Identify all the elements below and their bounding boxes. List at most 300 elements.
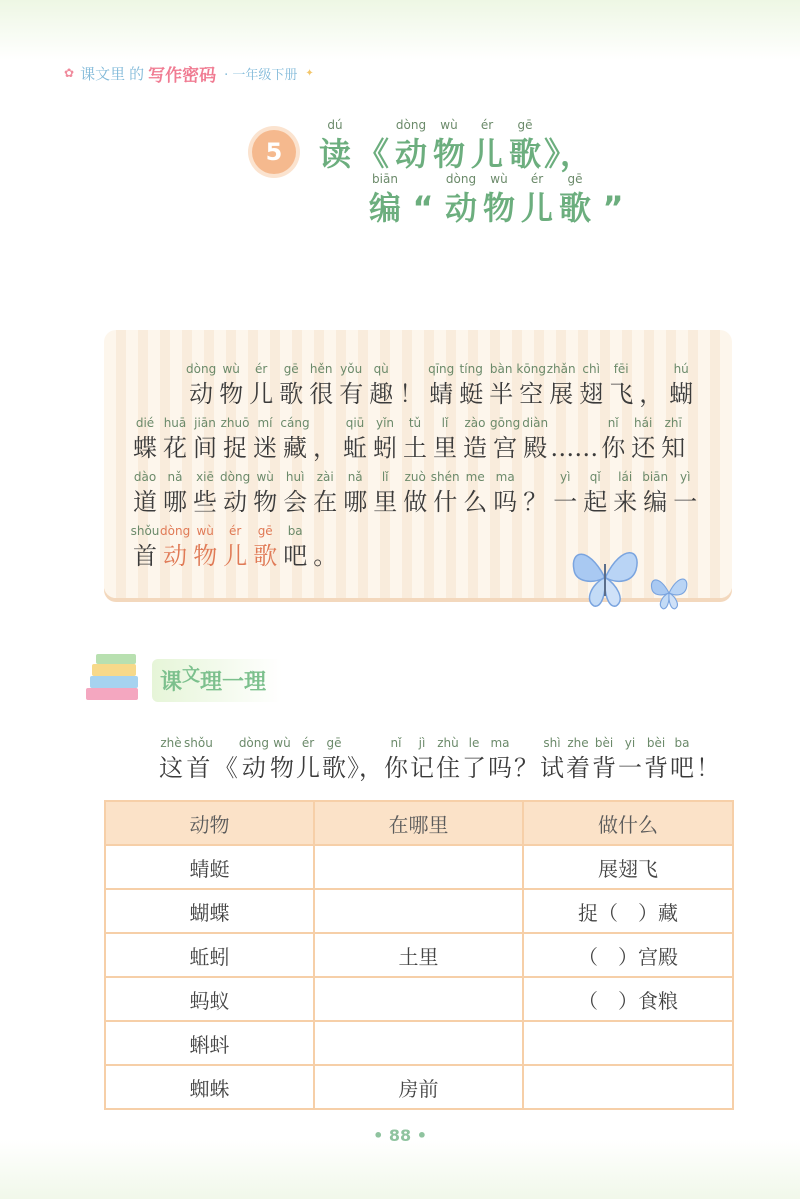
ruby-char bbox=[658, 414, 688, 464]
cell-animal: 蜻蜓 bbox=[105, 845, 314, 889]
pinyin: bàn bbox=[489, 362, 513, 376]
pinyin: dòng bbox=[160, 524, 191, 538]
ruby-char bbox=[666, 360, 696, 410]
pinyin: ba bbox=[674, 736, 690, 750]
hanzi: ？ bbox=[523, 488, 548, 516]
hanzi: 背 bbox=[592, 754, 616, 782]
hanzi: 哪 bbox=[163, 488, 187, 516]
pinyin: dào bbox=[133, 470, 157, 484]
hanzi: 动 bbox=[163, 542, 188, 570]
table-header-animal: 动物 bbox=[105, 801, 314, 845]
ruby-char bbox=[640, 468, 670, 518]
pinyin: shì bbox=[543, 736, 561, 750]
ruby-char bbox=[636, 360, 666, 410]
pinyin: nǎ bbox=[167, 470, 183, 484]
pinyin bbox=[396, 360, 426, 378]
ruby-char bbox=[506, 116, 544, 174]
ruby-char bbox=[490, 468, 520, 518]
pinyin: yì bbox=[679, 470, 691, 484]
ruby-char bbox=[460, 414, 490, 464]
ruby-char bbox=[310, 414, 340, 464]
ruby-char bbox=[430, 468, 460, 518]
pinyin: ma bbox=[495, 470, 515, 484]
lesson-title-line-2 bbox=[366, 170, 632, 228]
hanzi: 儿 bbox=[470, 135, 503, 173]
table-row bbox=[105, 1021, 733, 1065]
ruby-char bbox=[160, 522, 190, 572]
hanzi: 飞 bbox=[609, 380, 634, 408]
pinyin: dòng bbox=[445, 172, 477, 186]
pinyin bbox=[513, 734, 539, 752]
hanzi: 《 bbox=[213, 754, 238, 782]
pinyin bbox=[550, 414, 598, 432]
running-header bbox=[64, 58, 314, 88]
hanzi: 造 bbox=[463, 434, 487, 462]
pinyin: ma bbox=[490, 736, 510, 750]
pinyin: wù bbox=[196, 524, 214, 538]
pinyin: gē bbox=[567, 172, 583, 186]
ruby-char bbox=[186, 360, 216, 410]
ruby-char bbox=[490, 414, 520, 464]
hanzi: 物 bbox=[193, 542, 218, 570]
pinyin: le bbox=[468, 736, 480, 750]
pinyin: wù bbox=[490, 172, 508, 186]
pinyin: lǐ bbox=[441, 416, 449, 430]
pinyin: zào bbox=[464, 416, 486, 430]
pinyin: zhe bbox=[567, 736, 589, 750]
ruby-char bbox=[487, 734, 513, 784]
pinyin: shén bbox=[430, 470, 460, 484]
ruby-char bbox=[220, 522, 250, 572]
ruby-char bbox=[280, 468, 310, 518]
hanzi: 动 bbox=[241, 754, 266, 782]
hanzi: ， bbox=[313, 434, 337, 462]
table-row bbox=[105, 977, 733, 1021]
cell-doing[interactable]: （ ）食粮 bbox=[523, 977, 733, 1021]
ruby-char bbox=[591, 734, 617, 784]
ruby-char bbox=[250, 522, 280, 572]
hanzi: 捉 bbox=[223, 434, 247, 462]
ruby-char bbox=[336, 360, 366, 410]
ruby-char bbox=[546, 360, 576, 410]
star-icon: ✦ bbox=[305, 67, 314, 79]
ruby-char bbox=[580, 468, 610, 518]
pinyin: cáng bbox=[280, 416, 310, 430]
ruby-char bbox=[280, 414, 310, 464]
series-highlight: 写作密码 bbox=[148, 65, 217, 86]
ruby-char bbox=[269, 734, 295, 784]
hanzi: 藏 bbox=[283, 434, 307, 462]
pinyin: nǎ bbox=[347, 470, 363, 484]
ruby-char bbox=[190, 522, 220, 572]
pinyin: chì bbox=[582, 362, 600, 376]
pinyin: wù bbox=[440, 118, 458, 132]
ruby-char bbox=[669, 734, 695, 784]
hanzi: 来 bbox=[613, 488, 638, 516]
ruby-char bbox=[617, 734, 643, 784]
pinyin: jiān bbox=[194, 416, 216, 430]
ruby-char bbox=[400, 414, 430, 464]
hanzi: 这 bbox=[159, 754, 183, 782]
cell-animal: 蚂蚁 bbox=[105, 977, 314, 1021]
hanzi: 物 bbox=[432, 135, 465, 173]
hanzi: 你 bbox=[384, 754, 408, 782]
hanzi: 物 bbox=[270, 754, 294, 782]
hanzi: 趣 bbox=[369, 380, 394, 408]
pinyin: tǔ bbox=[408, 416, 422, 430]
cell-where[interactable] bbox=[314, 845, 523, 889]
ruby-char bbox=[340, 468, 370, 518]
hanzi: 了 bbox=[462, 754, 486, 782]
hanzi: 物 bbox=[482, 189, 515, 227]
hanzi: 儿 bbox=[223, 542, 248, 570]
ruby-char bbox=[246, 360, 276, 410]
pinyin: qīng bbox=[428, 362, 455, 376]
pinyin: dié bbox=[135, 416, 155, 430]
hanzi: 物 bbox=[253, 488, 278, 516]
hanzi: 编 bbox=[368, 189, 401, 227]
cell-doing[interactable] bbox=[523, 1065, 733, 1109]
pinyin: hěn bbox=[309, 362, 333, 376]
pinyin: zài bbox=[316, 470, 334, 484]
pinyin: hú bbox=[673, 362, 689, 376]
pinyin bbox=[310, 522, 340, 540]
ruby-char bbox=[516, 360, 546, 410]
pinyin bbox=[354, 116, 392, 134]
pinyin: ér bbox=[255, 362, 268, 376]
cell-where[interactable] bbox=[314, 1021, 523, 1065]
ruby-char bbox=[392, 116, 430, 174]
ruby-char bbox=[598, 414, 628, 464]
hanzi: 半 bbox=[489, 380, 514, 408]
ruby-char bbox=[295, 734, 321, 784]
hanzi: 歌 bbox=[508, 135, 541, 173]
ruby-char bbox=[670, 468, 700, 518]
intro-line-4 bbox=[130, 522, 340, 572]
section-label-part-1: 课 bbox=[160, 669, 183, 695]
hanzi: 吧 bbox=[670, 754, 694, 782]
books-icon bbox=[82, 652, 146, 708]
pinyin: qǐ bbox=[589, 470, 601, 484]
hanzi: 哪 bbox=[343, 488, 368, 516]
pinyin: zhǎn bbox=[546, 362, 576, 376]
hanzi: 蜻 bbox=[429, 380, 454, 408]
intro-line-1 bbox=[186, 360, 696, 410]
cell-doing[interactable] bbox=[523, 1021, 733, 1065]
hanzi: 歌 bbox=[253, 542, 278, 570]
ruby-char bbox=[130, 522, 160, 572]
ruby-char bbox=[550, 414, 598, 464]
pinyin: dòng bbox=[238, 736, 269, 750]
pinyin: ér bbox=[229, 524, 242, 538]
pinyin bbox=[347, 734, 383, 752]
ruby-char bbox=[239, 734, 269, 784]
ruby-char bbox=[610, 468, 640, 518]
ruby-char bbox=[456, 360, 486, 410]
ruby-char bbox=[130, 468, 160, 518]
grade-label: · 一年级下册 bbox=[224, 67, 298, 83]
table-row bbox=[105, 933, 733, 977]
pinyin: jì bbox=[418, 736, 426, 750]
butterfly-icon bbox=[568, 540, 642, 612]
table-row bbox=[105, 1065, 733, 1109]
hanzi: 儿 bbox=[296, 754, 320, 782]
hanzi: 记 bbox=[410, 754, 434, 782]
pinyin: fēi bbox=[613, 362, 629, 376]
lesson-number-badge: 5 bbox=[252, 130, 296, 174]
ruby-char bbox=[594, 170, 632, 228]
pinyin: dú bbox=[327, 118, 343, 132]
ruby-char bbox=[518, 170, 556, 228]
hanzi: 歌 bbox=[322, 754, 346, 782]
pinyin: zuò bbox=[404, 470, 426, 484]
hanzi: 起 bbox=[583, 488, 608, 516]
hanzi: 空 bbox=[519, 380, 544, 408]
pinyin: yǒu bbox=[340, 362, 363, 376]
pinyin bbox=[636, 360, 666, 378]
hanzi: 动 bbox=[444, 189, 477, 227]
ruby-char bbox=[550, 468, 580, 518]
ruby-char bbox=[460, 468, 490, 518]
animal-table bbox=[104, 800, 734, 1110]
ruby-char bbox=[695, 734, 721, 784]
hanzi: 编 bbox=[643, 488, 668, 516]
pinyin: biān bbox=[642, 470, 669, 484]
table-header-doing: 做什么 bbox=[523, 801, 733, 845]
ruby-char bbox=[435, 734, 461, 784]
hanzi: 。 bbox=[313, 542, 338, 570]
ruby-char bbox=[461, 734, 487, 784]
pinyin bbox=[404, 170, 442, 188]
hanzi: 吗 bbox=[493, 488, 518, 516]
ruby-char bbox=[606, 360, 636, 410]
pinyin: lǐ bbox=[381, 470, 389, 484]
ruby-char bbox=[310, 468, 340, 518]
hanzi: 《 bbox=[356, 135, 389, 173]
pinyin: zhī bbox=[664, 416, 682, 430]
pinyin: wù bbox=[222, 362, 240, 376]
ruby-char bbox=[565, 734, 591, 784]
hanzi: 翅 bbox=[579, 380, 604, 408]
hanzi: 蝴 bbox=[669, 380, 694, 408]
pinyin: ér bbox=[301, 736, 315, 750]
bottom-glow bbox=[0, 1139, 800, 1199]
pinyin: wù bbox=[256, 470, 274, 484]
ruby-char bbox=[400, 468, 430, 518]
hanzi: 一 bbox=[553, 488, 578, 516]
ruby-char bbox=[544, 116, 592, 174]
hanzi: 》， bbox=[544, 135, 593, 173]
ruby-char bbox=[306, 360, 336, 410]
hanzi: ” bbox=[602, 189, 624, 227]
series-title: 课文里 bbox=[80, 64, 126, 83]
pinyin: bèi bbox=[646, 736, 666, 750]
pinyin: me bbox=[465, 470, 485, 484]
pinyin: shǒu bbox=[130, 524, 160, 538]
pinyin: gē bbox=[283, 362, 299, 376]
hanzi: 知 bbox=[661, 434, 686, 462]
pinyin: diàn bbox=[522, 416, 549, 430]
pinyin: zhù bbox=[437, 736, 459, 750]
hanzi: 还 bbox=[631, 434, 656, 462]
intro-line-3 bbox=[130, 468, 700, 518]
ruby-char bbox=[280, 522, 310, 572]
hanzi: 宫 bbox=[493, 434, 518, 462]
cell-where[interactable] bbox=[314, 889, 523, 933]
ruby-char bbox=[409, 734, 435, 784]
ruby-char bbox=[160, 414, 190, 464]
hanzi: 在 bbox=[313, 488, 338, 516]
ruby-char bbox=[220, 414, 250, 464]
ruby-char bbox=[276, 360, 306, 410]
hanzi: 蜓 bbox=[459, 380, 484, 408]
section-label-part-2: 文 bbox=[182, 664, 201, 686]
ruby-char bbox=[310, 522, 340, 572]
ruby-char bbox=[216, 360, 246, 410]
cell-where: 房前 bbox=[314, 1065, 523, 1109]
ruby-char bbox=[643, 734, 669, 784]
pinyin: gē bbox=[326, 736, 342, 750]
small-butterfly-icon bbox=[648, 572, 690, 612]
cell-animal: 蝌蚪 bbox=[105, 1021, 314, 1065]
ruby-char bbox=[520, 468, 550, 518]
section-heading bbox=[82, 652, 282, 708]
hanzi: 儿 bbox=[249, 380, 274, 408]
table-header-where: 在哪里 bbox=[314, 801, 523, 845]
hanzi: 首 bbox=[186, 754, 211, 782]
hanzi: 迷 bbox=[253, 434, 277, 462]
lesson-title-line-1 bbox=[316, 116, 592, 174]
hanzi: 住 bbox=[436, 754, 460, 782]
ruby-char bbox=[370, 414, 400, 464]
hanzi: 背 bbox=[644, 754, 668, 782]
cell-doing[interactable]: （ ）宫殿 bbox=[523, 933, 733, 977]
pinyin: ér bbox=[530, 172, 544, 186]
pinyin bbox=[594, 170, 632, 188]
pinyin: nǐ bbox=[390, 736, 402, 750]
hanzi: 一 bbox=[618, 754, 642, 782]
hanzi: 很 bbox=[309, 380, 334, 408]
ruby-char bbox=[250, 414, 280, 464]
ruby-char bbox=[576, 360, 606, 410]
pinyin: yì bbox=[559, 470, 571, 484]
hanzi: 首 bbox=[133, 542, 157, 570]
hanzi: 殿 bbox=[523, 434, 548, 462]
hanzi: 做 bbox=[403, 488, 428, 516]
hanzi: 些 bbox=[193, 488, 217, 516]
hanzi: 动 bbox=[189, 380, 214, 408]
pinyin: wù bbox=[273, 736, 291, 750]
pinyin: dòng bbox=[395, 118, 427, 132]
ruby-char bbox=[513, 734, 539, 784]
hanzi: 里 bbox=[373, 488, 398, 516]
pinyin: qiū bbox=[345, 416, 365, 430]
ruby-char bbox=[316, 116, 354, 174]
pinyin: tíng bbox=[459, 362, 483, 376]
hanzi: 着 bbox=[566, 754, 590, 782]
instruction-line bbox=[158, 734, 721, 784]
cell-where: 土里 bbox=[314, 933, 523, 977]
cell-doing: 展翅飞 bbox=[523, 845, 733, 889]
hanzi: 试 bbox=[540, 754, 564, 782]
top-glow bbox=[0, 0, 800, 60]
cell-doing[interactable]: 捉（ ）藏 bbox=[523, 889, 733, 933]
pinyin: ér bbox=[480, 118, 494, 132]
intro-line-2 bbox=[130, 414, 688, 464]
hanzi: 吧 bbox=[283, 542, 308, 570]
hanzi: 里 bbox=[433, 434, 457, 462]
hanzi: 歌 bbox=[279, 380, 304, 408]
flower-icon: ✿ bbox=[64, 66, 75, 80]
series-middle: 的 bbox=[129, 64, 145, 83]
ruby-char bbox=[383, 734, 409, 784]
cell-animal: 蜘蛛 bbox=[105, 1065, 314, 1109]
pinyin: bèi bbox=[594, 736, 614, 750]
hanzi: 会 bbox=[283, 488, 308, 516]
ruby-char bbox=[430, 414, 460, 464]
pinyin: yǐn bbox=[375, 416, 395, 430]
pinyin: yi bbox=[624, 736, 636, 750]
hanzi: 间 bbox=[193, 434, 217, 462]
section-label-part-3: 理一理 bbox=[200, 669, 267, 695]
pinyin: huì bbox=[285, 470, 305, 484]
ruby-char bbox=[404, 170, 442, 228]
ruby-char bbox=[321, 734, 347, 784]
ruby-char bbox=[366, 170, 404, 228]
pinyin: biān bbox=[372, 172, 398, 186]
ruby-char bbox=[486, 360, 516, 410]
hanzi: 蚓 bbox=[373, 434, 397, 462]
pinyin: qù bbox=[373, 362, 389, 376]
cell-where[interactable] bbox=[314, 977, 523, 1021]
pinyin: zhuō bbox=[220, 416, 250, 430]
ruby-char bbox=[158, 734, 184, 784]
ruby-char bbox=[130, 414, 160, 464]
pinyin: ba bbox=[287, 524, 303, 538]
page-number: • 88 • bbox=[373, 1126, 427, 1145]
ruby-char bbox=[539, 734, 565, 784]
ruby-char bbox=[430, 116, 468, 174]
hanzi: ！ bbox=[696, 754, 720, 782]
pinyin bbox=[213, 734, 239, 752]
pinyin: hái bbox=[634, 416, 653, 430]
hanzi: 儿 bbox=[520, 189, 553, 227]
cell-animal: 蝴蝶 bbox=[105, 889, 314, 933]
pinyin: nǐ bbox=[607, 416, 619, 430]
hanzi: ！ bbox=[399, 380, 424, 408]
ruby-char bbox=[396, 360, 426, 410]
pinyin bbox=[544, 116, 592, 134]
ruby-char bbox=[190, 468, 220, 518]
pinyin: dòng bbox=[186, 362, 217, 376]
pinyin bbox=[310, 414, 340, 432]
ruby-char bbox=[213, 734, 239, 784]
ruby-char bbox=[520, 414, 550, 464]
pinyin: gōng bbox=[490, 416, 521, 430]
pinyin: xiē bbox=[196, 470, 214, 484]
ruby-char bbox=[468, 116, 506, 174]
hanzi: 一 bbox=[673, 488, 698, 516]
pinyin bbox=[695, 734, 721, 752]
table-row bbox=[105, 845, 733, 889]
hanzi: 么 bbox=[463, 488, 488, 516]
ruby-char bbox=[426, 360, 456, 410]
hanzi: “ bbox=[412, 189, 434, 227]
hanzi: ， bbox=[639, 380, 664, 408]
ruby-char bbox=[366, 360, 396, 410]
ruby-char bbox=[250, 468, 280, 518]
hanzi: 》， bbox=[347, 754, 383, 782]
